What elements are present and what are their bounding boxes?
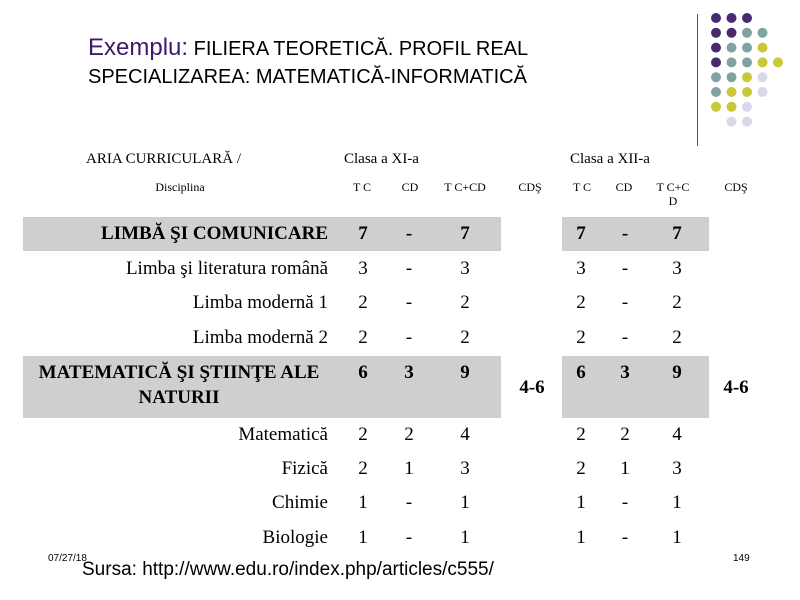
table-cell: 3 xyxy=(576,258,586,279)
table-cell: 1 xyxy=(358,527,368,548)
title-line2: SPECIALIZAREA: MATEMATICĂ-INFORMATICĂ xyxy=(88,66,527,88)
discipline-label: Limba modernă 2 xyxy=(192,327,328,348)
table-cell: - xyxy=(621,223,629,244)
table-cell: 2 xyxy=(576,292,586,313)
header-class11: Clasa a XI-a xyxy=(344,151,419,167)
table-cell: 7 xyxy=(576,223,586,244)
table-cell: 9 xyxy=(460,362,470,383)
header-tc-12: T C xyxy=(572,180,592,194)
table-cell: 2 xyxy=(358,327,368,348)
header-tccd-11: T C+CD xyxy=(444,180,486,194)
header-cds-11: CDŞ xyxy=(518,180,542,194)
discipline-label: Chimie xyxy=(272,492,328,513)
section-label: MATEMATICĂ ŞI ŞTIINŢE ALE NATURII xyxy=(38,362,320,408)
table-cell: 1 xyxy=(460,492,470,513)
table-cell: - xyxy=(405,258,413,279)
footer-date: 07/27/18 xyxy=(48,553,87,564)
table-cell: 2 xyxy=(358,424,368,445)
cds-12-value: 4-6 xyxy=(723,377,749,398)
table-cell: 2 xyxy=(672,327,682,348)
header-cd-11: CD xyxy=(401,180,419,194)
table-cell: 3 xyxy=(358,258,368,279)
table-cell: 2 xyxy=(620,424,630,445)
table-cell: - xyxy=(405,327,413,348)
footer-source: Sursa: http://www.edu.ro/index.php/articles/c555/ xyxy=(82,559,494,580)
table-cell: 2 xyxy=(404,424,414,445)
table-cell: 3 xyxy=(460,258,470,279)
table-cell: - xyxy=(405,292,413,313)
table-cell: 2 xyxy=(576,327,586,348)
table-cell: - xyxy=(405,527,413,548)
table-cell: 2 xyxy=(576,424,586,445)
header-class12: Clasa a XII-a xyxy=(570,151,650,167)
table-cell: 1 xyxy=(672,492,682,513)
table-cell: 7 xyxy=(358,223,368,244)
title-line1: FILIERA TEORETICĂ. PROFIL REAL xyxy=(193,38,529,60)
table-cell: - xyxy=(621,492,629,513)
table-cell: 1 xyxy=(576,492,586,513)
table-cell: 2 xyxy=(576,458,586,479)
discipline-label: Limba modernă 1 xyxy=(192,292,328,313)
footer-page-number: 149 xyxy=(733,553,750,564)
table-cell: - xyxy=(405,223,413,244)
table-cell: 2 xyxy=(358,458,368,479)
discipline-label: Limba şi literatura română xyxy=(125,258,328,279)
header-cds-12: CDŞ xyxy=(724,180,748,194)
table-cell: 1 xyxy=(358,492,368,513)
table-cell: 7 xyxy=(672,223,682,244)
table-cell: - xyxy=(405,492,413,513)
table-cell: 1 xyxy=(620,458,630,479)
header-discipline: Disciplina xyxy=(155,180,205,194)
cds-11-value: 4-6 xyxy=(519,377,545,398)
title-prefix: Exemplu: xyxy=(88,34,189,61)
table-cell: 2 xyxy=(358,292,368,313)
table-cell: 6 xyxy=(576,362,586,383)
table-cell: 1 xyxy=(576,527,586,548)
table-cell: - xyxy=(621,292,629,313)
table-cell: 3 xyxy=(672,458,682,479)
table-cell: 2 xyxy=(460,292,470,313)
table-cell: 7 xyxy=(460,223,470,244)
discipline-label: Matematică xyxy=(238,424,328,445)
header-tccd-12: T C+C D xyxy=(656,180,690,208)
table-cell: 3 xyxy=(460,458,470,479)
table-cell: - xyxy=(621,327,629,348)
table-cell: 3 xyxy=(672,258,682,279)
header-tc-11: T C xyxy=(352,180,372,194)
discipline-label: Fizică xyxy=(281,458,328,479)
header-cd-12: CD xyxy=(615,180,633,194)
header-area: ARIA CURRICULARĂ / xyxy=(86,151,242,167)
table-cell: 2 xyxy=(672,292,682,313)
table-cell: 3 xyxy=(620,362,630,383)
table-cell: 1 xyxy=(404,458,414,479)
table-cell: 2 xyxy=(460,327,470,348)
table-cell: 1 xyxy=(460,527,470,548)
table-cell: - xyxy=(621,527,629,548)
table-cell: - xyxy=(621,258,629,279)
table-cell: 6 xyxy=(358,362,368,383)
table-cell: 1 xyxy=(672,527,682,548)
discipline-label: Biologie xyxy=(262,527,328,548)
table-cell: 4 xyxy=(460,424,470,445)
table-cell: 4 xyxy=(672,424,682,445)
section-label: LIMBĂ ŞI COMUNICARE xyxy=(101,223,328,244)
table-cell: 3 xyxy=(404,362,414,383)
table-cell: 9 xyxy=(672,362,682,383)
